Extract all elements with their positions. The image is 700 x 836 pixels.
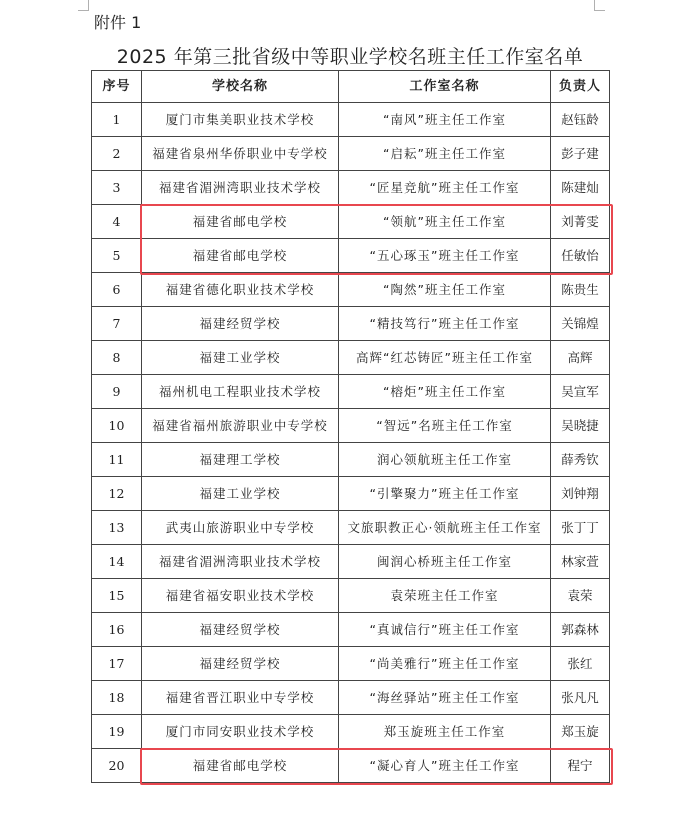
leader-name-cell: 赵钰龄	[551, 103, 610, 137]
studio-name-cell: “引擎聚力”班主任工作室	[339, 477, 551, 511]
studio-name-cell: “南风”班主任工作室	[339, 103, 551, 137]
row-index-cell: 10	[92, 409, 142, 443]
leader-name-cell: 刘菁雯	[551, 205, 610, 239]
header-leader: 负责人	[551, 71, 610, 103]
table-row	[92, 273, 610, 307]
school-name-cell: 福建省晋江职业中专学校	[142, 681, 339, 715]
studio-name-cell: “精技笃行”班主任工作室	[339, 307, 551, 341]
table-row	[92, 749, 610, 783]
table-row	[92, 647, 610, 681]
table-row	[92, 171, 610, 205]
school-name-cell: 福建省邮电学校	[142, 205, 339, 239]
row-index-cell: 4	[92, 205, 142, 239]
table-row	[92, 681, 610, 715]
table-row	[92, 511, 610, 545]
studio-name-cell: “启耘”班主任工作室	[339, 137, 551, 171]
row-index-cell: 3	[92, 171, 142, 205]
table-row	[92, 341, 610, 375]
page-corner-mark-right	[594, 0, 605, 11]
school-name-cell: 福建省德化职业技术学校	[142, 273, 339, 307]
table-row	[92, 579, 610, 613]
leader-name-cell: 任敏怡	[551, 239, 610, 273]
table-row	[92, 307, 610, 341]
row-index-cell: 15	[92, 579, 142, 613]
row-index-cell: 2	[92, 137, 142, 171]
school-name-cell: 福州机电工程职业技术学校	[142, 375, 339, 409]
studio-name-cell: “凝心育人”班主任工作室	[339, 749, 551, 783]
school-name-cell: 厦门市同安职业技术学校	[142, 715, 339, 749]
row-index-cell: 18	[92, 681, 142, 715]
school-name-cell: 福建经贸学校	[142, 613, 339, 647]
row-index-cell: 5	[92, 239, 142, 273]
school-name-cell: 福建经贸学校	[142, 647, 339, 681]
leader-name-cell: 高辉	[551, 341, 610, 375]
row-index-cell: 13	[92, 511, 142, 545]
studio-name-cell: “匠星竞航”班主任工作室	[339, 171, 551, 205]
school-name-cell: 福建省邮电学校	[142, 239, 339, 273]
row-index-cell: 11	[92, 443, 142, 477]
studio-name-cell: “榕炬”班主任工作室	[339, 375, 551, 409]
leader-name-cell: 程宁	[551, 749, 610, 783]
school-name-cell: 厦门市集美职业技术学校	[142, 103, 339, 137]
studio-name-cell: 闽润心桥班主任工作室	[339, 545, 551, 579]
leader-name-cell: 彭子建	[551, 137, 610, 171]
row-index-cell: 1	[92, 103, 142, 137]
leader-name-cell: 陈贵生	[551, 273, 610, 307]
leader-name-cell: 吴宣军	[551, 375, 610, 409]
header-index: 序号	[92, 71, 142, 103]
leader-name-cell: 林家萱	[551, 545, 610, 579]
school-name-cell: 福建省湄洲湾职业技术学校	[142, 545, 339, 579]
row-index-cell: 20	[92, 749, 142, 783]
row-index-cell: 6	[92, 273, 142, 307]
document-title: 2025 年第三批省级中等职业学校名班主任工作室名单	[116, 46, 584, 68]
school-name-cell: 福建工业学校	[142, 477, 339, 511]
row-index-cell: 14	[92, 545, 142, 579]
leader-name-cell: 吴晓捷	[551, 409, 610, 443]
row-index-cell: 7	[92, 307, 142, 341]
studio-name-cell: “陶然”班主任工作室	[339, 273, 551, 307]
row-index-cell: 17	[92, 647, 142, 681]
school-name-cell: 福建省福安职业技术学校	[142, 579, 339, 613]
page-corner-mark-left	[78, 0, 89, 11]
attachment-label: 附件 1	[94, 13, 142, 32]
studio-name-cell: 袁荣班主任工作室	[339, 579, 551, 613]
table-header-row	[92, 71, 610, 103]
table-row	[92, 477, 610, 511]
header-school: 学校名称	[142, 71, 339, 103]
studio-name-cell: 润心领航班主任工作室	[339, 443, 551, 477]
school-name-cell: 福建经贸学校	[142, 307, 339, 341]
leader-name-cell: 袁荣	[551, 579, 610, 613]
table-row	[92, 137, 610, 171]
table-row	[92, 375, 610, 409]
leader-name-cell: 关锦煌	[551, 307, 610, 341]
studio-name-cell: “五心琢玉”班主任工作室	[339, 239, 551, 273]
row-index-cell: 8	[92, 341, 142, 375]
row-index-cell: 9	[92, 375, 142, 409]
studio-name-cell: 文旅职教正心·领航班主任工作室	[339, 511, 551, 545]
leader-name-cell: 陈建灿	[551, 171, 610, 205]
school-name-cell: 福建省泉州华侨职业中专学校	[142, 137, 339, 171]
studio-name-cell: 高辉“红芯铸匠”班主任工作室	[339, 341, 551, 375]
row-index-cell: 19	[92, 715, 142, 749]
studio-name-cell: “真诚信行”班主任工作室	[339, 613, 551, 647]
leader-name-cell: 郭森林	[551, 613, 610, 647]
leader-name-cell: 刘钟翔	[551, 477, 610, 511]
table-row	[92, 715, 610, 749]
table-row	[92, 103, 610, 137]
school-name-cell: 福建省福州旅游职业中专学校	[142, 409, 339, 443]
studio-name-cell: 郑玉旋班主任工作室	[339, 715, 551, 749]
school-name-cell: 福建省邮电学校	[142, 749, 339, 783]
leader-name-cell: 张凡凡	[551, 681, 610, 715]
table-row	[92, 205, 610, 239]
school-name-cell: 武夷山旅游职业中专学校	[142, 511, 339, 545]
row-index-cell: 16	[92, 613, 142, 647]
table-row	[92, 545, 610, 579]
leader-name-cell: 郑玉旋	[551, 715, 610, 749]
studio-name-cell: “智远”名班主任工作室	[339, 409, 551, 443]
leader-name-cell: 张丁丁	[551, 511, 610, 545]
header-studio: 工作室名称	[339, 71, 551, 103]
table-row	[92, 239, 610, 273]
studio-name-cell: “领航”班主任工作室	[339, 205, 551, 239]
studio-name-cell: “海丝驿站”班主任工作室	[339, 681, 551, 715]
studio-name-cell: “尚美雅行”班主任工作室	[339, 647, 551, 681]
leader-name-cell: 薛秀钦	[551, 443, 610, 477]
school-name-cell: 福建省湄洲湾职业技术学校	[142, 171, 339, 205]
studio-roster-table	[91, 70, 610, 783]
row-index-cell: 12	[92, 477, 142, 511]
table-row	[92, 613, 610, 647]
table-row	[92, 443, 610, 477]
leader-name-cell: 张红	[551, 647, 610, 681]
school-name-cell: 福建工业学校	[142, 341, 339, 375]
table-row	[92, 409, 610, 443]
school-name-cell: 福建理工学校	[142, 443, 339, 477]
table-body	[92, 103, 610, 783]
